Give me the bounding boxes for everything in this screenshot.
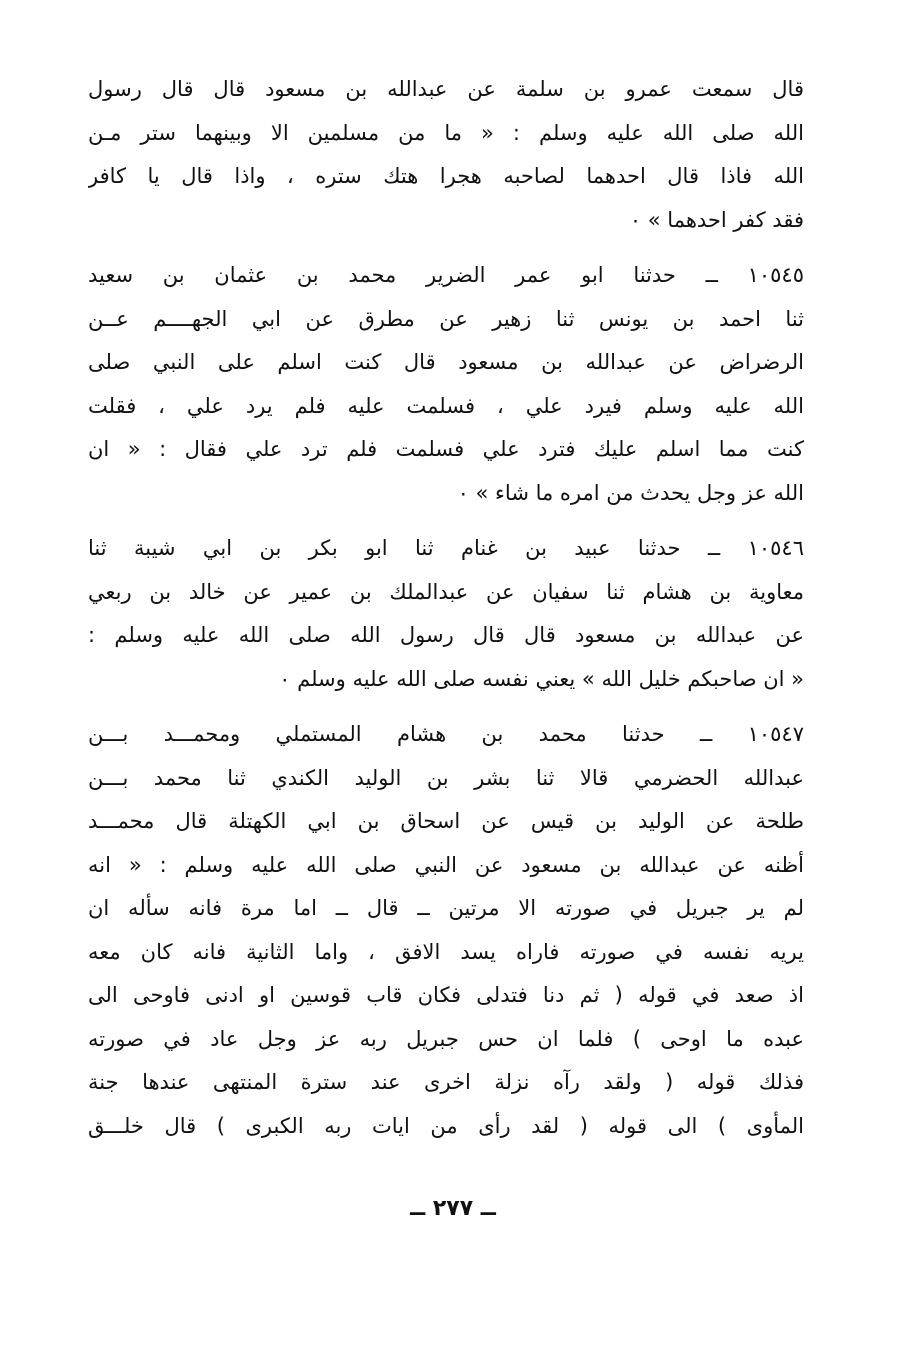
text-line: الله فاذا قال احدهما لصاحبه هجرا هتك ستره ، واذا قال يا كافر — [88, 164, 804, 188]
page-number: ــ ٢٧٧ ــ — [410, 1196, 496, 1221]
text-line: يريه نفسه في صورته فاراه يسد الافق ، واما الثانية فانه كان معه — [88, 939, 804, 964]
text-line: كنت مما اسلم عليك فترد علي فسلمت فلم ترد علي فقال : « ان — [88, 437, 804, 461]
paragraph-hadith-10545 — [88, 254, 804, 515]
text-line: عبده ما اوحى ) فلما ان حس جبريل ربه عز وجل عاد في صورته — [88, 1026, 804, 1051]
text-line: عن عبدالله بن مسعود قال قال رسول الله صلى الله عليه وسلم : — [88, 623, 804, 647]
text-line: ١٠٥٤٦ ــ حدثنا عبيد بن غنام ثنا ابو بكر بن ابي شيبة ثنا — [88, 536, 804, 560]
text-line: الله عز وجل يحدث من امره ما شاء » ٠ — [457, 480, 804, 505]
text-line: عبدالله الحضرمي قالا ثنا بشر بن الوليد الكندي ثنا محمد بـــن — [88, 765, 804, 790]
text-line: فذلك قوله ( ولقد رآه نزلة اخرى عند سترة المنتهى عندها جنة — [88, 1070, 804, 1094]
text-line: ١٠٥٤٥ ــ حدثنا ابو عمر الضرير محمد بن عثمان بن سعيد — [88, 263, 804, 287]
paragraph-hadith-10546 — [88, 527, 804, 701]
text-line: الله عليه وسلم فيرد علي ، فسلمت عليه فلم يرد علي ، فقلت — [88, 393, 804, 418]
text-line: قال سمعت عمرو بن سلمة عن عبدالله بن مسعود قال قال رسول — [88, 77, 804, 101]
page-body — [88, 68, 804, 1308]
text-line: الرضراض عن عبدالله بن مسعود قال كنت اسلم على النبي صلى — [88, 350, 804, 374]
text-line: معاوية بن هشام ثنا سفيان عن عبدالملك بن عمير عن خالد بن ربعي — [88, 579, 804, 604]
text-line: أظنه عن عبدالله بن مسعود عن النبي صلى الله عليه وسلم : « انه — [88, 852, 804, 877]
text-line: المأوى ) الى قوله ( لقد رأى من ايات ربه الكبرى ) قال خلـــق — [88, 1113, 804, 1138]
text-line: الله صلى الله عليه وسلم : « ما من مسلمين الا وبينهما ستر مـن — [88, 120, 804, 145]
text-line: ثنا احمد بن يونس ثنا زهير عن مطرق عن ابي الجهــــم عــن — [88, 306, 804, 331]
text-line: طلحة عن الوليد بن قيس عن اسحاق بن ابي الكهتلة قال محمـــد — [88, 809, 804, 833]
paragraph-hadith-10547 — [88, 713, 804, 1148]
text-line: اذ صعد في قوله ( ثم دنا فتدلى فكان قاب قوسين او ادنى فاوحى الى — [88, 983, 804, 1007]
text-line: لم ير جبريل في صورته الا مرتين ــ قال ــ اما مرة فانه سأله ان — [88, 896, 804, 920]
text-line: « ان صاحبكم خليل الله » يعني نفسه صلى الله عليه وسلم ٠ — [279, 666, 804, 691]
text-line: فقد كفر احدهما » ٠ — [629, 207, 804, 232]
text-line: ١٠٥٤٧ ــ حدثنا محمد بن هشام المستملي ومحمـــد بـــن — [88, 722, 804, 746]
paragraph-1 — [88, 68, 804, 242]
